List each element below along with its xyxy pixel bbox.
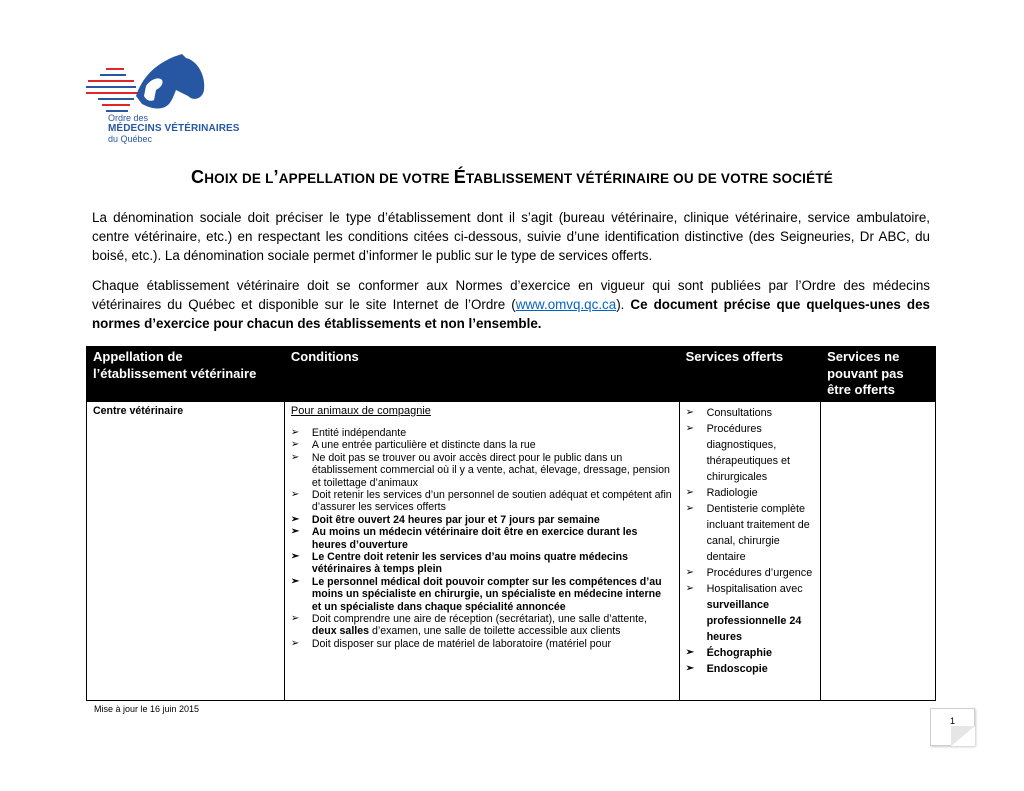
service-item xyxy=(686,645,815,661)
condition-item xyxy=(291,638,673,650)
header-services-offerts: Services offerts xyxy=(679,347,821,402)
arrow-bullet-icon: ➢ xyxy=(685,566,694,578)
header-appellation: Appellation de l’établissement vétérinaire xyxy=(87,347,285,402)
arrow-bullet-icon: ➢ xyxy=(290,426,300,438)
arrow-bullet-icon: ➢ xyxy=(685,646,694,658)
arrow-bullet-icon: ➢ xyxy=(685,406,694,418)
conditions-cell xyxy=(284,401,679,700)
omvq-website-link[interactable]: www.omvq.qc.ca xyxy=(515,297,617,312)
header-conditions: Conditions xyxy=(284,347,679,402)
arrow-bullet-icon: ➢ xyxy=(685,502,694,514)
condition-text: Le Centre doit retenir les services d’au moins quatre médecins vétérinaires à temps plein xyxy=(311,550,629,576)
condition-item xyxy=(291,576,673,613)
services-list xyxy=(686,405,815,677)
service-text: Procédures diagnostiques, thérapeutiques et chirurgicales xyxy=(706,422,791,483)
condition-item xyxy=(291,439,673,451)
service-text: Échographie xyxy=(706,646,772,659)
logo-line-3: du Québec xyxy=(108,134,153,144)
service-text: surveillance professionnelle 24 heures xyxy=(706,598,802,643)
norms-paragraph xyxy=(92,276,930,333)
arrow-bullet-icon: ➢ xyxy=(290,488,300,500)
condition-item xyxy=(291,489,673,514)
row-name-centre-veterinaire: Centre vétérinaire xyxy=(87,401,285,700)
intro-paragraph: La dénomination sociale doit préciser le type d’établissement dont il s’agit (bureau vétérinaire, clinique vétérinaire, service ambulatoire, centre vétérinaire, etc.) en respectant les conditions citées ci-dessous, suivie d’une identification distinctive (des Seigneuries, Dr ABC, du boisé, etc.). La dénomination sociale permet d’informer le public sur le type de services offerts. xyxy=(92,210,930,263)
service-text: Endoscopie xyxy=(706,662,768,675)
condition-item xyxy=(291,514,673,526)
logo-stripes xyxy=(86,68,138,112)
services-non-offerts-cell xyxy=(821,401,936,700)
page-number-box xyxy=(930,708,975,746)
arrow-bullet-icon: ➢ xyxy=(290,451,300,463)
header-services-non-offerts: Services ne pouvant pas être offerts xyxy=(821,347,936,402)
arrow-bullet-icon: ➢ xyxy=(290,439,300,451)
arrow-bullet-icon: ➢ xyxy=(290,526,300,538)
service-item xyxy=(686,501,815,565)
arrow-bullet-icon: ➢ xyxy=(290,613,300,624)
logo-line-2: MÉDECINS VÉTÉRINAIRES xyxy=(108,122,240,134)
service-item xyxy=(686,565,815,581)
arrow-bullet-icon: ➢ xyxy=(290,575,300,587)
footer-date: Mise à jour le 16 juin 2015 xyxy=(94,704,200,714)
page-number: 1 xyxy=(950,716,956,726)
title-part-3: TABLISSEMENT VÉTÉRINAIRE OU DE VOTRE SOCIÉTÉ xyxy=(465,171,833,186)
condition-text: Au moins un médecin vétérinaire doit être en exercice durant les heures d’ouverture xyxy=(311,526,638,551)
service-text: Dentisterie complète incluant traitement de canal, chirurgie dentaire xyxy=(706,502,810,563)
establishment-table xyxy=(86,346,936,701)
condition-text: d’examen, une salle de toilette accessible aux clients xyxy=(369,625,621,638)
condition-text: Entité indépendante xyxy=(311,426,407,439)
title-cap-3: É xyxy=(453,167,466,187)
condition-text: deux salles xyxy=(311,625,369,638)
service-item xyxy=(686,581,815,645)
condition-item xyxy=(291,452,673,489)
condition-text: A une entrée particulière et distincte dans la rue xyxy=(311,439,536,452)
arrow-bullet-icon: ➢ xyxy=(685,582,694,594)
condition-item xyxy=(291,526,673,551)
norms-text-b: ). xyxy=(616,297,631,312)
service-text: Consultations xyxy=(706,406,772,419)
service-item xyxy=(686,405,815,421)
service-item xyxy=(686,485,815,501)
conditions-list xyxy=(291,427,673,650)
table-header-row xyxy=(87,347,936,402)
arrow-bullet-icon: ➢ xyxy=(685,662,694,674)
norms-text-bold: Ce document précise que quelques-unes des normes d’exercice pour chacun des établissements et non l’ensemble. xyxy=(92,297,930,331)
condition-text: Doit disposer sur place de matériel de laboratoire (matériel pour xyxy=(311,637,611,650)
service-text: Procédures d’urgence xyxy=(706,566,813,579)
title-cap-1: C xyxy=(191,167,205,187)
condition-text: Doit être ouvert 24 heures par jour et 7 jours par semaine xyxy=(311,513,600,526)
logo-text xyxy=(108,113,240,145)
services-cell xyxy=(679,401,821,700)
service-item xyxy=(686,661,815,677)
page-fold-icon xyxy=(951,726,975,746)
norms-text-a: Chaque établissement vétérinaire doit se conformer aux Normes d’exercice en vigueur qui sont publiées par l’Ordre des médecins vétérinaires du Québec et disponible sur le site Internet de l’Ordre ( xyxy=(92,278,930,312)
condition-item xyxy=(291,613,673,638)
condition-item xyxy=(291,427,673,439)
service-item xyxy=(686,421,815,485)
condition-text: Le personnel médical doit pouvoir compter sur les compétences d’au moins un spécialiste en chirurgie, un spécialiste en médecine interne et un spécialiste dans chaque spécialité annoncée xyxy=(311,575,662,613)
arrow-bullet-icon: ➢ xyxy=(685,486,694,498)
title-part-1: HOIX DE L xyxy=(204,171,274,186)
logo-line-1: Ordre des xyxy=(108,113,149,123)
arrow-bullet-icon: ➢ xyxy=(290,550,300,562)
conditions-heading: Pour animaux de compagnie xyxy=(290,404,431,417)
arrow-bullet-icon: ➢ xyxy=(290,637,300,649)
table-row xyxy=(87,401,936,700)
arrow-bullet-icon: ➢ xyxy=(685,422,694,434)
arrow-bullet-icon: ➢ xyxy=(290,513,300,525)
service-text: Hospitalisation avec xyxy=(706,582,803,595)
document-title xyxy=(0,166,1024,190)
title-part-2: APPELLATION DE VOTRE xyxy=(278,171,454,186)
condition-item xyxy=(291,551,673,576)
title-cap-2: ’ xyxy=(273,167,279,187)
condition-text: Doit retenir les services d’un personnel de soutien adéquat et compétent afin d’assurer les services offerts xyxy=(311,488,672,514)
condition-text: Ne doit pas se trouver ou avoir accès direct pour le public dans un établissement commercial où il y a vente, achat, élevage, dressage, pension et toilettage d’animaux xyxy=(311,451,670,489)
service-text: Radiologie xyxy=(706,486,758,499)
condition-text: Doit comprendre une aire de réception (secrétariat), une salle d’attente, xyxy=(311,613,647,625)
